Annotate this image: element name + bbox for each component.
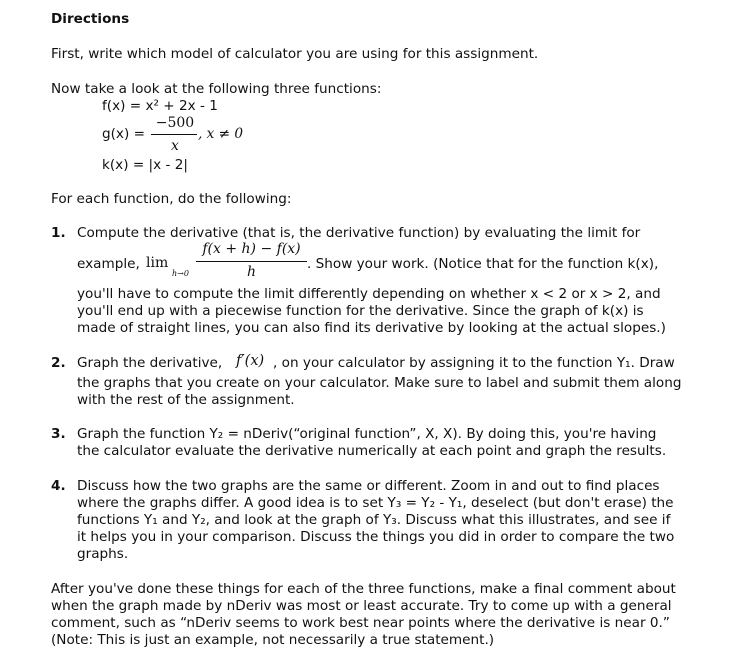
step-4-line-4: it helps you in your comparison. Discuss the things you did in order to compare the two bbox=[77, 529, 675, 545]
step-4-line-1: Discuss how the two graphs are the same or different. Zoom in and out to find places bbox=[77, 478, 660, 494]
page-title: Directions bbox=[51, 11, 130, 27]
step-2-line-1-post: , on your calculator by assigning it to the function Y₁. Draw bbox=[273, 355, 675, 371]
difference-quotient-bar bbox=[196, 261, 307, 262]
function-f: f(x) = x² + 2x - 1 bbox=[102, 98, 218, 114]
step-1-line-5: made of straight lines, you can also find its derivative by looking at the actual slopes.) bbox=[77, 320, 666, 336]
closing-line-1: After you've done these things for each of the three functions, make a final comment about bbox=[51, 581, 676, 597]
difference-quotient-numerator: f(x + h) − f(x) bbox=[202, 241, 301, 257]
function-g-numerator: −500 bbox=[155, 115, 195, 131]
function-g-fraction-bar bbox=[151, 134, 197, 135]
step-4-number: 4. bbox=[51, 478, 66, 494]
step-3-line-2: the calculator evaluate the derivative numerically at each point and graph the results. bbox=[77, 443, 667, 459]
step-4-line-5: graphs. bbox=[77, 546, 129, 562]
functions-intro: Now take a look at the following three functions: bbox=[51, 81, 382, 97]
function-g-lhs: g(x) = bbox=[102, 126, 145, 142]
function-g-denominator: x bbox=[171, 138, 179, 154]
closing-line-4: (Note: This is just an example, not necessarily a true statement.) bbox=[51, 632, 495, 648]
function-k: k(x) = |x - 2| bbox=[102, 157, 188, 173]
difference-quotient-denominator: h bbox=[246, 264, 257, 280]
step-2-line-3: with the rest of the assignment. bbox=[77, 392, 295, 408]
step-4-line-3: functions Y₁ and Y₂, and look at the graph of Y₃. Discuss what this illustrates, and see if bbox=[77, 512, 671, 528]
step-1-line-3: you'll have to compute the limit differently depending on whether x < 2 or x > 2, and bbox=[77, 286, 661, 302]
step-1-line-4: you'll end up with a piecewise function for the derivative. Since the graph of k(x) is bbox=[77, 303, 644, 319]
step-3-number: 3. bbox=[51, 426, 66, 442]
step-3-line-1: Graph the function Y₂ = nDeriv(“original function”, X, X). By doing this, you're having bbox=[77, 426, 657, 442]
closing-line-3: comment, such as “nDeriv seems to work best near points where the derivative is near 0.” bbox=[51, 615, 670, 631]
limit-symbol: lim bbox=[146, 255, 169, 271]
step-1-line-2-post: . Show your work. (Notice that for the function k(x), bbox=[307, 256, 659, 272]
f-prime: f′(x) bbox=[236, 353, 265, 369]
each-intro: For each function, do the following: bbox=[51, 191, 292, 207]
step-1-number: 1. bbox=[51, 225, 66, 241]
function-g-condition: , x ≠ 0 bbox=[198, 126, 243, 142]
step-2-line-1-pre: Graph the derivative, bbox=[77, 355, 223, 371]
limit-subscript: h→0 bbox=[172, 269, 189, 278]
step-2-number: 2. bbox=[51, 355, 66, 371]
intro-text: First, write which model of calculator you are using for this assignment. bbox=[51, 46, 539, 62]
closing-line-2: when the graph made by nDeriv was most or least accurate. Try to come up with a general bbox=[51, 598, 672, 614]
step-4-line-2: where the graphs differ. A good idea is to set Y₃ = Y₂ - Y₁, deselect (but don't erase) the bbox=[77, 495, 674, 511]
step-2-line-2: the graphs that you create on your calculator. Make sure to label and submit them along bbox=[77, 375, 682, 391]
step-1-line-2-pre: example, bbox=[77, 256, 140, 272]
step-1-line-1: Compute the derivative (that is, the derivative function) by evaluating the limit for bbox=[77, 225, 641, 241]
